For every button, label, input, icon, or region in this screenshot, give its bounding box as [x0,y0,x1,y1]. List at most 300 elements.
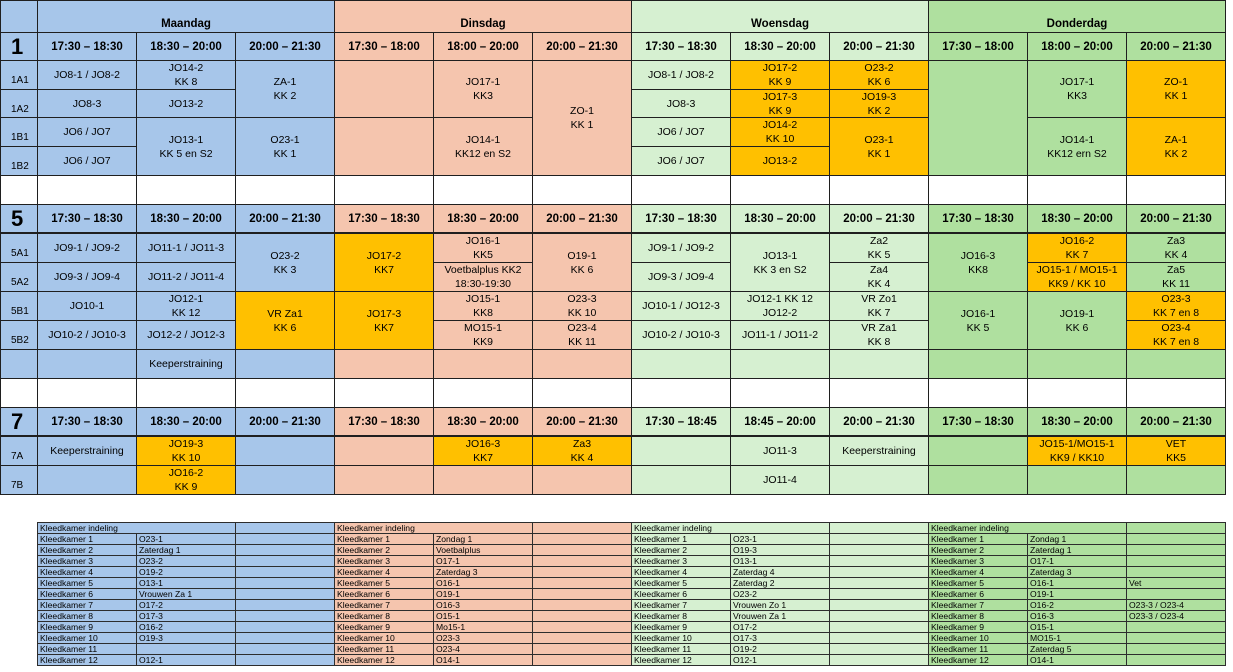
cell-line: JO16-1 [465,235,501,247]
empty-slot [829,349,929,379]
blank-row [334,378,434,408]
training-slot [631,262,731,292]
time-slot-header: 18:30 – 20:00 [730,32,830,61]
kleedkamer-label: Kleedkamer 8 [334,610,434,622]
cell-line: KK 4 [570,452,594,464]
time-slot-header: 17:30 – 18:30 [928,204,1028,233]
kleedkamer-label: Kleedkamer 1 [334,533,434,545]
kleedkamer-label: Kleedkamer 1 [37,533,137,545]
cell-line: KK 3 [273,263,297,276]
training-slot [433,262,533,292]
empty-slot [37,349,137,379]
cell-line: VR Za1 [861,322,897,334]
cell-line: JO12-1 [168,293,204,305]
cell-line: JO11-2 / JO11-4 [147,271,225,283]
training-slot [37,291,137,321]
training-slot [433,436,533,466]
training-slot [1126,436,1226,466]
training-slot [136,465,236,495]
training-slot [37,320,137,350]
cell-line: JO11-3 [763,445,797,457]
kleedkamer-label: Kleedkamer 2 [631,544,731,556]
training-slot [136,262,236,292]
time-slot-header: 20:00 – 21:30 [1126,204,1226,233]
training-slot [532,233,632,292]
empty-slot [37,465,137,495]
kleedkamer-label: Kleedkamer 10 [37,632,137,644]
kleedkamer-label: Kleedkamer 11 [631,643,731,655]
training-slot [1027,233,1127,263]
empty-slot [235,465,335,495]
cell-line: KK9 [473,336,493,348]
kleedkamer-team: O16-2 [136,621,236,633]
time-slot-header: 17:30 – 18:30 [334,204,434,233]
cell-line: KK 9 [768,76,792,88]
kleedkamer-label: Kleedkamer 4 [631,566,731,578]
empty-slot [1027,349,1127,379]
training-slot [235,117,335,176]
cell-line: JO16-3 [960,249,996,262]
kleedkamer-label: Kleedkamer 2 [928,544,1028,556]
training-slot [334,291,434,350]
empty-slot [1126,349,1226,379]
cell-line: KK 2 [1164,147,1188,160]
cell-line: JO15-1 [465,293,501,305]
training-slot [37,262,137,292]
empty-slot [928,60,1028,176]
training-slot [136,233,236,263]
empty-slot [334,117,434,176]
cell-line: JO12-1 KK 12 [747,293,813,305]
blank-row [235,378,335,408]
time-slot-header: 18:30 – 20:00 [730,204,830,233]
cell-line: JO10-1 [69,300,105,312]
kleedkamer-team: O16-3 [433,599,533,611]
training-slot [730,89,830,118]
cell-line: Za3 [572,438,592,450]
cell-line: Za2 [869,235,889,247]
time-slot-header: 20:00 – 21:30 [532,407,632,436]
training-slot [730,320,830,350]
training-slot [37,436,137,466]
row-label-empty [0,349,38,379]
kleedkamer-team: O23-2 [730,588,830,600]
training-slot [1027,436,1127,466]
kleedkamer-team: O17-1 [1027,555,1127,567]
cell-line: Za4 [869,264,889,276]
kleedkamer-team: O23-1 [136,533,236,545]
cell-line: JO19-1 [1059,307,1095,320]
kleedkamer-extra [532,654,632,666]
kleedkamer-label: Kleedkamer 11 [37,643,137,655]
kleedkamer-team: O19-3 [730,544,830,556]
kleedkamer-label: Kleedkamer 3 [631,555,731,567]
training-slot [829,320,929,350]
kleedkamer-team: O23-1 [730,533,830,545]
kleedkamer-team: Zaterdag 4 [730,566,830,578]
blank-row [1126,378,1226,408]
training-slot [928,233,1028,292]
kleedkamer-label: Kleedkamer 9 [37,621,137,633]
kleedkamer-team: O12-1 [730,654,830,666]
training-slot [829,89,929,118]
kleedkamer-label: Kleedkamer 11 [334,643,434,655]
kleedkamer-team: O19-1 [1027,588,1127,600]
kleedkamer-team: Zaterdag 5 [1027,643,1127,655]
empty-slot [532,349,632,379]
kleedkamer-label: Kleedkamer 8 [631,610,731,622]
row-label: 5B1 [0,291,38,321]
cell-line: O23-1 [864,133,894,146]
blank-row [433,175,533,205]
empty-slot [334,349,434,379]
day-header-dinsdag: Dinsdag [334,0,632,33]
kleedkamer-team: MO15-1 [1027,632,1127,644]
cell-line: KK 4 [1164,249,1188,261]
kleedkamer-label: Kleedkamer 2 [334,544,434,556]
training-slot [37,146,137,176]
kleedkamer-team: Zaterdag 1 [136,544,236,556]
training-slot [1027,262,1127,292]
training-slot [829,291,929,321]
training-slot [1126,233,1226,263]
training-slot [730,146,830,176]
cell-line: KK 10 [171,452,201,464]
cell-line: JO14-1 [465,133,501,146]
blank-row [1027,175,1127,205]
training-slot [631,117,731,147]
kleedkamer-team: Zondag 1 [1027,533,1127,545]
cell-line: KK 3 en S2 [753,263,807,276]
kleedkamer-label: Kleedkamer 7 [37,599,137,611]
cell-line: JO13-1 [168,133,204,146]
kleedkamer-label: Kleedkamer 2 [37,544,137,556]
training-slot [532,291,632,321]
kleedkamer-label: Kleedkamer 6 [631,588,731,600]
training-slot [1126,60,1226,118]
day-header-maandag: Maandag [37,0,335,33]
kleedkamer-team: O16-2 [1027,599,1127,611]
cell-line: KK 5 [867,249,891,261]
cell-line: JO6 / JO7 [63,126,111,138]
cell-line: ZA-1 [273,76,297,88]
cell-line: VET [1165,438,1187,450]
kleedkamer-label: Kleedkamer 11 [928,643,1028,655]
cell-line: KK 5 en S2 [159,147,213,160]
time-slot-header: 17:30 – 18:30 [37,204,137,233]
kleedkamer-label: Kleedkamer 9 [928,621,1028,633]
training-slot [1126,291,1226,321]
row-label: 1A2 [0,89,38,119]
kleedkamer-label: Kleedkamer 12 [334,654,434,666]
kleedkamer-extra: Vet [1126,577,1226,589]
cell-line: O23-4 [567,322,597,334]
training-slot [235,60,335,118]
time-slot-header: 18:30 – 20:00 [1027,407,1127,436]
blank-row [1027,378,1127,408]
blank-row [334,175,434,205]
training-slot [136,436,236,466]
training-slot [235,291,335,350]
training-slot [136,349,236,379]
blank-row [829,175,929,205]
kleedkamer-label: Kleedkamer 6 [928,588,1028,600]
kleedkamer-title: Kleedkamer indeling [37,522,236,534]
day-header-donderdag: Donderdag [928,0,1226,33]
kleedkamer-label: Kleedkamer 6 [37,588,137,600]
blank-row [631,378,731,408]
cell-line: JO11-1 / JO11-2 [741,329,819,341]
training-slot [730,60,830,90]
training-slot [829,117,929,176]
empty-slot [829,465,929,495]
kleedkamer-label: Kleedkamer 1 [928,533,1028,545]
cell-line: JO16-2 [168,467,204,479]
blank-row [235,175,335,205]
training-slot [829,436,929,466]
empty-slot [334,436,434,466]
time-slot-header: 18:00 – 20:00 [1027,32,1127,61]
cell-line: KK8 [968,263,988,276]
cell-line: KK 6 [1065,321,1089,334]
kleedkamer-team: O13-1 [730,555,830,567]
empty-slot [532,465,632,495]
blank-row [928,378,1028,408]
cell-line: KK 9 [174,481,198,493]
cell-line: JO12-2 [762,307,798,319]
cell-line: KK 7 [1065,249,1089,261]
empty-slot [730,349,830,379]
training-slot [37,233,137,263]
time-slot-header: 20:00 – 21:30 [829,407,929,436]
cell-line: JO16-1 [960,307,996,320]
blank-row [37,378,137,408]
blank-row [433,378,533,408]
kleedkamer-team: Zaterdag 1 [1027,544,1127,556]
training-slot [1126,320,1226,350]
time-slot-header: 17:30 – 18:30 [37,32,137,61]
cell-line: KK 4 [867,278,891,290]
cell-line: JO17-2 [762,62,798,74]
time-slot-header: 18:45 – 20:00 [730,407,830,436]
training-slot [334,233,434,292]
kleedkamer-label: Kleedkamer 10 [334,632,434,644]
kleedkamer-team: Vrouwen Za 1 [730,610,830,622]
row-label: 1B2 [0,146,38,176]
cell-line: JO15-1 / MO15-1 [1036,264,1118,276]
cell-line: KK 9 [768,104,792,117]
kleedkamer-label: Kleedkamer 8 [37,610,137,622]
kleedkamer-team: O17-1 [433,555,533,567]
training-slot [1027,291,1127,350]
section-number: 5 [0,204,38,233]
empty-slot [928,465,1028,495]
kleedkamer-label: Kleedkamer 7 [928,599,1028,611]
row-label: 5A2 [0,262,38,292]
cell-line: JO14-1 [1059,133,1095,146]
kleedkamer-team: O14-1 [1027,654,1127,666]
cell-line: JO10-1 / JO12-3 [642,300,720,312]
kleedkamer-team: Zaterdag 3 [433,566,533,578]
cell-line: KK7 [374,263,394,276]
kleedkamer-label: Kleedkamer 5 [631,577,731,589]
cell-line: JO19-3 [861,90,897,103]
cell-line: ZO-1 [570,105,594,117]
kleedkamer-team: O19-2 [136,566,236,578]
cell-line: JO17-2 [366,249,402,262]
time-slot-header: 18:00 – 20:00 [433,32,533,61]
cell-line: KK 12 [171,307,201,319]
kleedkamer-extra [235,654,335,666]
kleedkamer-extra: O23-3 / O23-4 [1126,610,1226,622]
cell-line: KK5 [473,249,493,261]
day-header-woensdag: Woensdag [631,0,929,33]
cell-line: JO10-2 / JO10-3 [642,329,720,341]
cell-line: JO6 / JO7 [657,155,705,167]
cell-line: KK5 [1166,452,1186,464]
kleedkamer-label: Kleedkamer 1 [631,533,731,545]
blank-row [37,175,137,205]
training-slot [235,233,335,292]
training-slot [37,117,137,147]
cell-line: KK8 [473,307,493,319]
time-slot-header: 17:30 – 18:30 [928,407,1028,436]
cell-line: Za3 [1166,235,1186,247]
cell-line: JO17-1 [1059,76,1095,88]
kleedkamer-label: Kleedkamer 5 [37,577,137,589]
kleedkamer-team: O17-3 [136,610,236,622]
cell-line: KK7 [374,321,394,334]
kleedkamer-team: Mo15-1 [433,621,533,633]
empty-slot [334,465,434,495]
kleedkamer-label: Kleedkamer 12 [928,654,1028,666]
cell-line: JO16-3 [465,438,501,450]
time-slot-header: 18:30 – 20:00 [136,204,236,233]
empty-slot [631,349,731,379]
time-slot-header: 20:00 – 21:30 [235,204,335,233]
kleedkamer-team: O19-3 [136,632,236,644]
time-slot-header: 20:00 – 21:30 [235,32,335,61]
cell-line: KK 8 [174,76,198,88]
training-slot [136,60,236,90]
cell-line: KK9 / KK 10 [1048,278,1106,290]
cell-line: KK 7 en 8 [1152,336,1200,348]
training-slot [433,291,533,321]
time-slot-header: 20:00 – 21:30 [829,32,929,61]
training-slot [730,291,830,321]
cell-line: O23-3 [1161,293,1191,305]
kleedkamer-label: Kleedkamer 12 [37,654,137,666]
empty-slot [928,349,1028,379]
kleedkamer-team: O23-4 [433,643,533,655]
training-slot [433,60,533,118]
training-slot [136,320,236,350]
time-slot-header: 20:00 – 21:30 [1126,407,1226,436]
training-slot [1027,117,1127,176]
cell-line: KK 11 [568,336,596,348]
cell-line: JO9-3 / JO9-4 [648,271,714,283]
empty-slot [928,436,1028,466]
cell-line: JO13-2 [762,155,798,167]
cell-line: Keeperstraining [842,445,916,457]
kleedkamer-label: Kleedkamer 8 [928,610,1028,622]
training-slot [829,60,929,90]
row-label: 1B1 [0,117,38,147]
cell-line: KK 10 [765,133,795,145]
empty-slot [334,60,434,118]
cell-line: JO9-1 / JO9-2 [54,242,120,254]
kleedkamer-label: Kleedkamer 4 [928,566,1028,578]
time-slot-header: 17:30 – 18:30 [334,407,434,436]
cell-line: 18:30-19:30 [454,278,512,290]
cell-line: KK7 [473,452,493,464]
corner-cell [0,0,38,33]
kleedkamer-team: Vrouwen Zo 1 [730,599,830,611]
time-slot-header: 20:00 – 21:30 [532,204,632,233]
cell-line: O23-3 [567,293,597,305]
blank-row [136,378,236,408]
cell-line: KK 8 [867,336,891,348]
kleedkamer-label: Kleedkamer 4 [37,566,137,578]
kleedkamer-title: Kleedkamer indeling [334,522,533,534]
kleedkamer-label: Kleedkamer 4 [334,566,434,578]
cell-line: KK 2 [273,90,297,102]
empty-slot [235,349,335,379]
training-slot [433,233,533,263]
time-slot-header: 17:30 – 18:30 [631,32,731,61]
cell-line: KK9 / KK10 [1049,452,1105,464]
cell-line: KK 6 [570,263,594,276]
cell-line: KK 10 [567,307,597,319]
section-number: 7 [0,407,38,436]
cell-line: JO19-3 [168,438,204,450]
row-label: 7B [0,465,38,495]
cell-line: JO8-1 / JO8-2 [648,69,714,81]
cell-line: O23-2 [270,249,300,262]
kleedkamer-team: O17-2 [730,621,830,633]
kleedkamer-team: O17-2 [136,599,236,611]
time-slot-header: 17:30 – 18:45 [631,407,731,436]
kleedkamer-team: O23-3 [433,632,533,644]
kleedkamer-team: O16-3 [1027,610,1127,622]
kleedkamer-title: Kleedkamer indeling [928,522,1127,534]
blank-row [829,378,929,408]
cell-line: JO11-4 [763,474,797,486]
cell-line: MO15-1 [464,322,502,334]
blank-row [631,175,731,205]
kleedkamer-label: Kleedkamer 6 [334,588,434,600]
kleedkamer-label: Kleedkamer 5 [928,577,1028,589]
time-slot-header: 17:30 – 18:00 [334,32,434,61]
training-slot [631,291,731,321]
blank-row [730,378,830,408]
cell-line: ZA-1 [1164,133,1188,146]
kleedkamer-label: Kleedkamer 3 [928,555,1028,567]
blank-row [532,378,632,408]
cell-line: KK 1 [273,147,297,160]
kleedkamer-team: Voetbalplus [433,544,533,556]
cell-line: KK 2 [867,104,891,117]
empty-slot [235,436,335,466]
time-slot-header: 20:00 – 21:30 [532,32,632,61]
training-slot [730,233,830,292]
training-slot [37,60,137,90]
time-slot-header: 18:30 – 20:00 [136,32,236,61]
training-slot [433,117,533,176]
empty-slot [1027,465,1127,495]
empty-slot [433,349,533,379]
cell-line: ZO-1 [1164,76,1188,88]
